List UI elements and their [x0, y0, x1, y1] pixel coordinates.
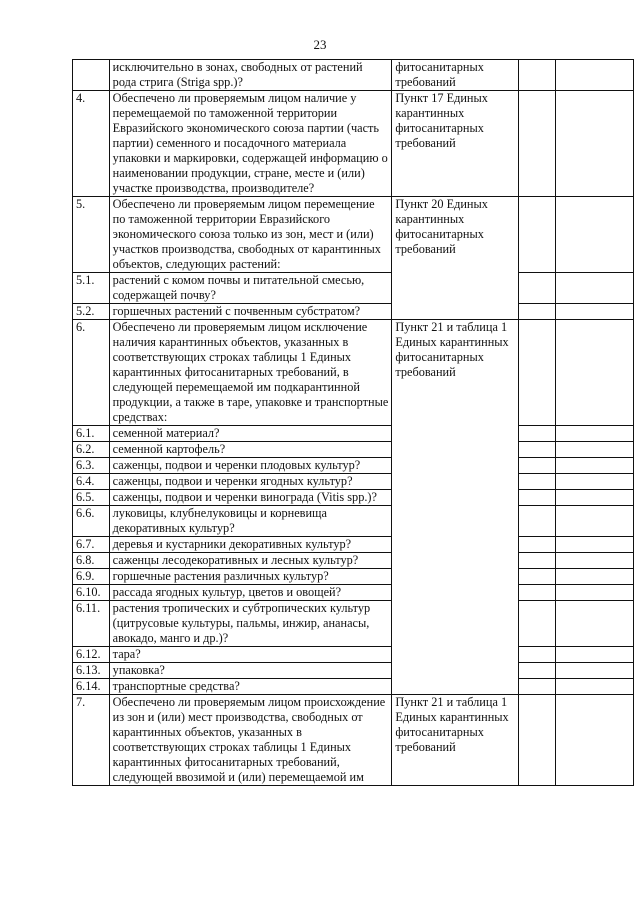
row-number: 6.10.	[73, 585, 110, 601]
notes-cell	[556, 426, 634, 442]
table-row	[73, 506, 634, 537]
requirement-reference: Пункт 21 и таблица 1 Единых карантинных фитосанитарных требований	[392, 695, 518, 786]
row-number: 6.1.	[73, 426, 110, 442]
question-text: саженцы, подвои и черенки плодовых культур?	[109, 458, 392, 474]
answer-cell	[518, 304, 556, 320]
table-row	[73, 304, 634, 320]
table-row	[73, 458, 634, 474]
question-text: саженцы лесодекоративных и лесных культур?	[109, 553, 392, 569]
answer-cell	[518, 537, 556, 553]
table-row	[73, 273, 634, 304]
notes-cell	[556, 91, 634, 197]
row-number	[73, 60, 110, 91]
answer-cell	[518, 458, 556, 474]
row-number: 6.11.	[73, 601, 110, 647]
notes-cell	[556, 60, 634, 91]
question-text: рассада ягодных культур, цветов и овощей?	[109, 585, 392, 601]
notes-cell	[556, 663, 634, 679]
table-row	[73, 91, 634, 197]
question-text: семенной картофель?	[109, 442, 392, 458]
table-row	[73, 569, 634, 585]
notes-cell	[556, 679, 634, 695]
answer-cell	[518, 490, 556, 506]
notes-cell	[556, 474, 634, 490]
answer-cell	[518, 320, 556, 426]
notes-cell	[556, 320, 634, 426]
answer-cell	[518, 506, 556, 537]
answer-cell	[518, 553, 556, 569]
row-number: 7.	[73, 695, 110, 786]
question-text: исключительно в зонах, свободных от растений рода стрига (Striga spp.)?	[109, 60, 392, 91]
table-row	[73, 663, 634, 679]
notes-cell	[556, 458, 634, 474]
requirement-reference: фитосанитарных требований	[392, 60, 518, 91]
row-number: 6.2.	[73, 442, 110, 458]
row-number: 6.12.	[73, 647, 110, 663]
answer-cell	[518, 695, 556, 786]
table-row	[73, 601, 634, 647]
page-number: 23	[313, 37, 327, 52]
notes-cell	[556, 695, 634, 786]
answer-cell	[518, 442, 556, 458]
question-text: луковицы, клубнелуковицы и корневища декоративных культур?	[109, 506, 392, 537]
row-number: 6.4.	[73, 474, 110, 490]
question-text: семенной материал?	[109, 426, 392, 442]
question-text: саженцы, подвои и черенки винограда (Vitis spp.)?	[109, 490, 392, 506]
table-row	[73, 553, 634, 569]
question-text: растений с комом почвы и питательной смесью, содержащей почву?	[109, 273, 392, 304]
row-number: 6.8.	[73, 553, 110, 569]
question-text: Обеспечено ли проверяемым лицом происхождение из зон и (или) мест производства, свободных от карантинных объектов, указанных в соответствующих строках таблицы 1 Единых карантинных фитосанитарных требований, следующей ввозимой и (или) перемещаемой им	[109, 695, 392, 786]
notes-cell	[556, 569, 634, 585]
notes-cell	[556, 585, 634, 601]
notes-cell	[556, 553, 634, 569]
answer-cell	[518, 585, 556, 601]
checklist-table	[72, 59, 634, 786]
notes-cell	[556, 442, 634, 458]
notes-cell	[556, 601, 634, 647]
row-number: 5.2.	[73, 304, 110, 320]
notes-cell	[556, 304, 634, 320]
answer-cell	[518, 60, 556, 91]
answer-cell	[518, 91, 556, 197]
question-text: деревья и кустарники декоративных культур?	[109, 537, 392, 553]
table-row	[73, 647, 634, 663]
table-row	[73, 490, 634, 506]
question-text: Обеспечено ли проверяемым лицом перемещение по таможенной территории Евразийского экономического союза только из зон, мест и (или) участков производства, свободных от карантинных объектов, следующих растений:	[109, 197, 392, 273]
answer-cell	[518, 679, 556, 695]
notes-cell	[556, 537, 634, 553]
question-text: горшечных растений с почвенным субстратом?	[109, 304, 392, 320]
notes-cell	[556, 197, 634, 273]
notes-cell	[556, 506, 634, 537]
requirement-reference: Пункт 17 Единых карантинных фитосанитарных требований	[392, 91, 518, 197]
question-text: саженцы, подвои и черенки ягодных культур?	[109, 474, 392, 490]
answer-cell	[518, 601, 556, 647]
answer-cell	[518, 426, 556, 442]
answer-cell	[518, 273, 556, 304]
requirement-reference: Пункт 20 Единых карантинных фитосанитарных требований	[392, 197, 518, 320]
answer-cell	[518, 663, 556, 679]
answer-cell	[518, 474, 556, 490]
row-number: 5.	[73, 197, 110, 273]
notes-cell	[556, 490, 634, 506]
row-number: 6.13.	[73, 663, 110, 679]
table-row	[73, 442, 634, 458]
row-number: 5.1.	[73, 273, 110, 304]
row-number: 6.9.	[73, 569, 110, 585]
table-row	[73, 679, 634, 695]
table-row	[73, 320, 634, 426]
question-text: тара?	[109, 647, 392, 663]
requirement-reference: Пункт 21 и таблица 1 Единых карантинных фитосанитарных требований	[392, 320, 518, 695]
question-text: растения тропических и субтропических культур (цитрусовые культуры, пальмы, инжир, ананасы, авокадо, манго и др.)?	[109, 601, 392, 647]
notes-cell	[556, 273, 634, 304]
table-row	[73, 60, 634, 91]
question-text: упаковка?	[109, 663, 392, 679]
row-number: 6.3.	[73, 458, 110, 474]
row-number: 6.7.	[73, 537, 110, 553]
row-number: 6.6.	[73, 506, 110, 537]
table-row	[73, 197, 634, 273]
row-number: 4.	[73, 91, 110, 197]
answer-cell	[518, 647, 556, 663]
table-row	[73, 426, 634, 442]
notes-cell	[556, 647, 634, 663]
row-number: 6.	[73, 320, 110, 426]
table-row	[73, 474, 634, 490]
question-text: горшечные растения различных культур?	[109, 569, 392, 585]
question-text: транспортные средства?	[109, 679, 392, 695]
answer-cell	[518, 569, 556, 585]
table-row	[73, 585, 634, 601]
answer-cell	[518, 197, 556, 273]
table-row	[73, 537, 634, 553]
question-text: Обеспечено ли проверяемым лицом исключение наличия карантинных объектов, указанных в соответствующих строках таблицы 1 Единых карантинных фитосанитарных требований, в следующей перемещаемой им подкарантинной продукции, а также в таре, упаковке и транспортные средствах:	[109, 320, 392, 426]
row-number: 6.5.	[73, 490, 110, 506]
table-row	[73, 695, 634, 786]
question-text: Обеспечено ли проверяемым лицом наличие у перемещаемой по таможенной территории Евразийского экономического союза партии (часть партии) семенного и посадочного материала упаковки и маркировки, содержащей информацию о наименовании продукции, стране, месте и (или) участке производства, производителе?	[109, 91, 392, 197]
row-number: 6.14.	[73, 679, 110, 695]
